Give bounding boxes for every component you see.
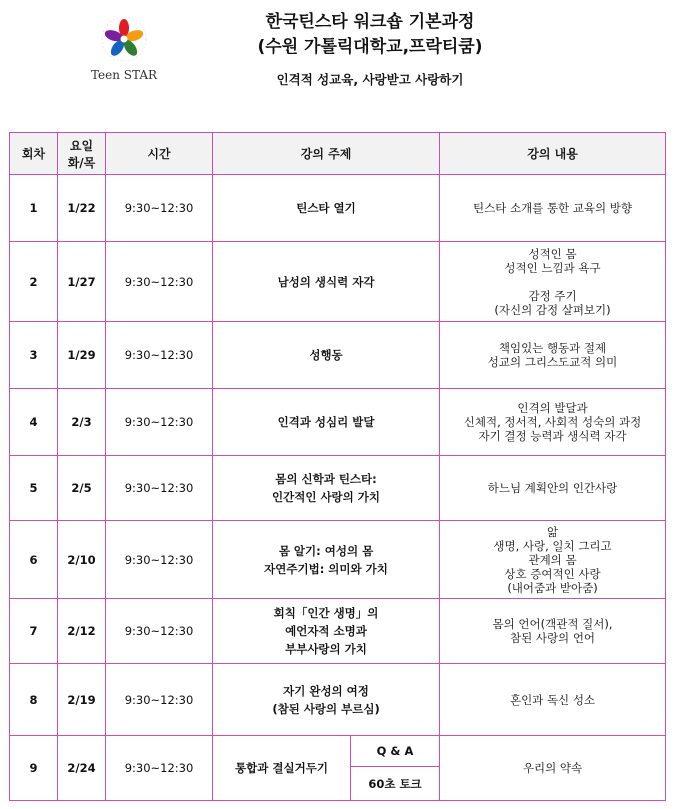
- topic-line: (참된 사랑의 부르심): [272, 701, 380, 716]
- session-topic: [213, 389, 440, 456]
- header-day: [58, 133, 106, 175]
- content-line: 인격의 발달과: [517, 401, 588, 415]
- table-row: [10, 389, 666, 456]
- table-row: [10, 736, 666, 767]
- table-row: [10, 456, 666, 521]
- session-content: [440, 389, 666, 456]
- topic-line: 회칙「인간 생명」의: [273, 606, 379, 620]
- session-content: [440, 521, 666, 599]
- content-line: (자신의 감정 살펴보기): [494, 302, 611, 317]
- topic-line: 성행동: [309, 348, 343, 362]
- content-line: 상호 증여적인 사랑: [504, 566, 601, 581]
- content-line: 감정 주기: [528, 288, 577, 303]
- session-time: 9:30~12:30: [106, 736, 213, 801]
- content-line: 생명, 사랑, 일치 그리고: [493, 538, 612, 553]
- content-line: 성적인 느낌과 욕구: [504, 260, 601, 275]
- content-line: 혼인과 독신 성소: [509, 692, 596, 707]
- content-line: 관계의 몸: [528, 552, 577, 567]
- content-line: 성적인 몸: [528, 246, 577, 261]
- session-number: 6: [10, 521, 58, 599]
- content-line: (내어줌과 받아줌): [507, 580, 598, 595]
- session-topic: [213, 242, 440, 322]
- content-line: 참된 사랑의 언어: [509, 631, 596, 645]
- session-date: 2/3: [58, 389, 106, 456]
- schedule-table: [9, 132, 666, 801]
- topic-line: 자연주기법: 의미와 가치: [264, 561, 388, 576]
- session-content: [440, 322, 666, 389]
- session-number: 4: [10, 389, 58, 456]
- session-content: [440, 242, 666, 322]
- topic-line: 인간적인 사랑의 가치: [272, 490, 380, 504]
- session-date: 2/19: [58, 664, 106, 736]
- content-line: 자기 결정 능력과 생식력 자각: [478, 429, 627, 443]
- content-line: 하느님 계획안의 인간사랑: [487, 481, 618, 495]
- session-date: 1/27: [58, 242, 106, 322]
- header-content: 강의 내용: [440, 133, 666, 175]
- content-line: 책임있는 행동과 절제: [498, 341, 607, 355]
- logo-text: Teen STAR: [90, 68, 158, 82]
- header-topic: 강의 주제: [213, 133, 440, 175]
- session-content: [440, 736, 666, 801]
- content-line: [442, 275, 663, 289]
- table-header-row: [10, 133, 666, 175]
- table-row: [10, 322, 666, 389]
- header-no: 회차: [10, 133, 58, 175]
- session-date: 1/22: [58, 175, 106, 242]
- title-line-1: 한국틴스타 워크숍 기본과정: [265, 12, 475, 32]
- subtitle: 인격적 성교육, 사랑받고 사랑하기: [276, 72, 464, 87]
- header-time: 시간: [106, 133, 213, 175]
- table-row: [10, 599, 666, 664]
- topic-line: 자기 완성의 여정: [283, 683, 369, 698]
- document-header: [180, 10, 560, 88]
- topic-line: 몸 알기: 여성의 몸: [278, 543, 374, 558]
- topic-line: 인격과 성심리 발달: [277, 415, 375, 429]
- table-row: [10, 664, 666, 736]
- table-row: [10, 242, 666, 322]
- content-line: 신체적, 정서적, 사회적 성숙의 과정: [463, 415, 642, 429]
- content-line: 성교의 그리스도교적 의미: [487, 355, 618, 369]
- session-time: 9:30~12:30: [106, 521, 213, 599]
- session-number: 2: [10, 242, 58, 322]
- content-line: 몸의 언어(객관적 질서),: [492, 617, 613, 631]
- session-time: 9:30~12:30: [106, 599, 213, 664]
- topic-line: 부부사랑의 가치: [285, 642, 367, 656]
- session-content: [440, 175, 666, 242]
- session-time: 9:30~12:30: [106, 664, 213, 736]
- session-time: 9:30~12:30: [106, 175, 213, 242]
- session-topic: [213, 664, 440, 736]
- session-topic: [213, 521, 440, 599]
- content-line: 앎: [546, 524, 559, 539]
- topic-line: 통합과 결실거두기: [235, 761, 328, 775]
- session-date: 1/29: [58, 322, 106, 389]
- sub-topic-qa: Q & A: [351, 736, 440, 767]
- session-topic: [213, 736, 351, 801]
- teen-star-flower-icon: [99, 14, 149, 64]
- header-day-line-2: 화/목: [67, 155, 96, 170]
- table-row: [10, 175, 666, 242]
- session-topic: [213, 175, 440, 242]
- topic-line: 틴스타 열기: [296, 201, 356, 215]
- topic-line: 예언자적 소명과: [285, 624, 367, 638]
- session-date: 2/10: [58, 521, 106, 599]
- topic-line: 몸의 신학과 틴스타:: [275, 472, 377, 486]
- session-topic: [213, 322, 440, 389]
- session-number: 1: [10, 175, 58, 242]
- topic-line: 남성의 생식력 자각: [277, 274, 375, 289]
- title-line-2: (수원 가톨릭대학교,프락티쿰): [257, 37, 483, 57]
- teen-star-logo: [84, 14, 164, 88]
- session-topic: [213, 599, 440, 664]
- session-number: 7: [10, 599, 58, 664]
- session-time: 9:30~12:30: [106, 242, 213, 322]
- table-row: [10, 521, 666, 599]
- session-date: 2/5: [58, 456, 106, 521]
- session-number: 8: [10, 664, 58, 736]
- session-content: [440, 664, 666, 736]
- session-number: 3: [10, 322, 58, 389]
- session-time: 9:30~12:30: [106, 389, 213, 456]
- session-number: 9: [10, 736, 58, 801]
- session-time: 9:30~12:30: [106, 322, 213, 389]
- content-line: 우리의 약속: [522, 761, 583, 775]
- session-number: 5: [10, 456, 58, 521]
- header-day-line-1: 요일: [69, 138, 94, 153]
- session-topic: [213, 456, 440, 521]
- session-content: [440, 599, 666, 664]
- session-time: 9:30~12:30: [106, 456, 213, 521]
- sub-topic-talk: 60초 토크: [351, 767, 440, 801]
- session-date: 2/24: [58, 736, 106, 801]
- session-date: 2/12: [58, 599, 106, 664]
- session-content: [440, 456, 666, 521]
- content-line: 틴스타 소개를 통한 교육의 방향: [472, 201, 633, 215]
